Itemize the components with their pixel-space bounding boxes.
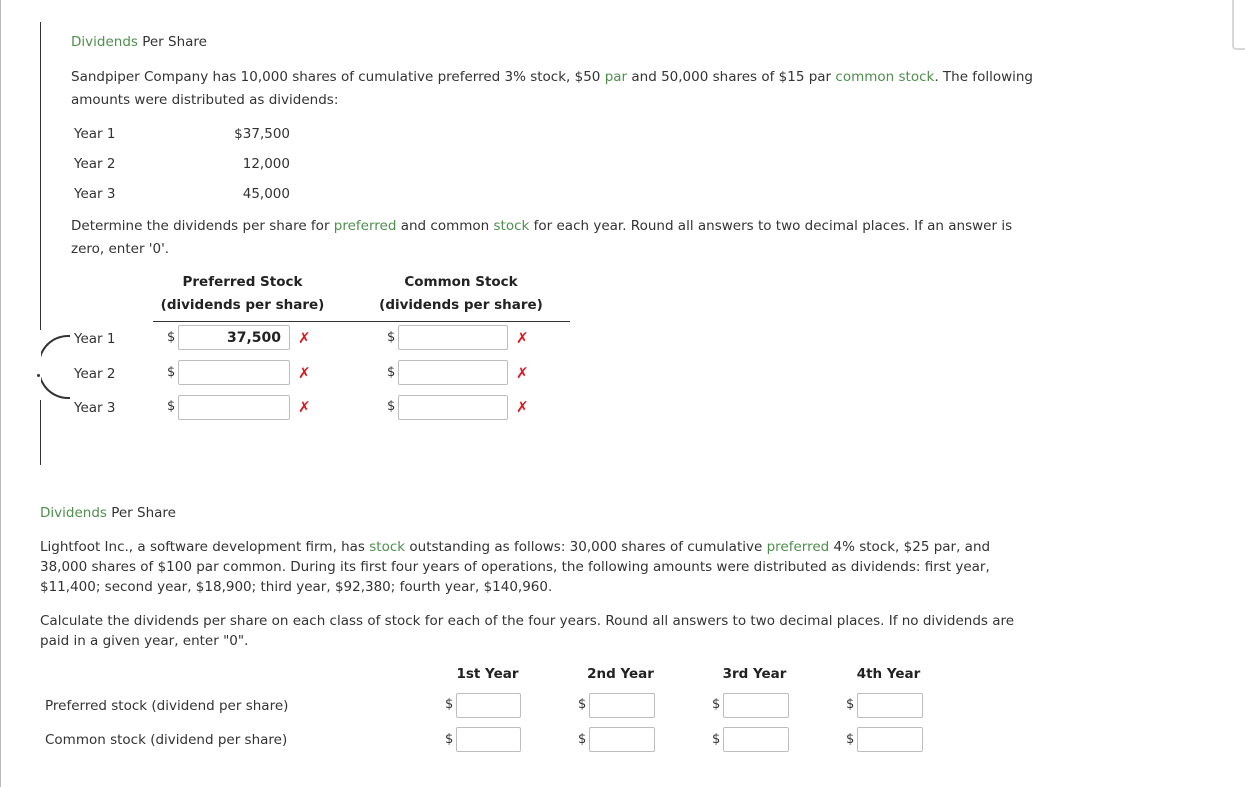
problem1-instructions: Determine the dividends per share for preferred and common stock for each year. Round all answers to two decimal places. If an answer is zero, enter '0'. [71,218,1013,257]
dollar-sign: $ [167,330,176,345]
year2-preferred-input[interactable] [178,360,290,385]
dist-amount: 12,000 [242,156,290,172]
common-year2-input[interactable] [589,727,655,752]
dollar-sign: $ [167,399,176,414]
dollar-sign: $ [578,732,587,747]
dollar-sign: $ [712,697,721,712]
column-header-year1: 1st Year [456,666,519,682]
preferred-year4-input[interactable] [857,693,923,718]
dollar-sign: $ [712,732,721,747]
stock-link[interactable]: stock [493,218,530,234]
dollar-sign: $ [445,697,454,712]
dollar-sign: $ [387,365,396,380]
dist-year-label: Year 1 [74,126,116,142]
problem2-title: Dividends Per Share [40,505,176,521]
common-row-label: Common stock (dividend per share) [45,732,288,748]
dist-amount: $37,500 [234,126,290,142]
preferred-year3-input[interactable] [723,693,789,718]
dividends-link[interactable]: Dividends [71,34,138,50]
dist-year-label: Year 3 [74,186,116,202]
problem1-title: Dividends Per Share [71,34,207,50]
row-label-year3: Year 3 [74,400,116,416]
incorrect-x-icon: ✗ [516,329,529,347]
problem2-intro: Lightfoot Inc., a software development firm, has stock outstanding as follows: 30,000 shares of cumulative preferred 4% stock, $25 par, and 38,000 shares of $100 par common. During its first four years of operations, the following amounts were distributed as dividends: first year, $11,400; second year, $18,900; third year, $92,380; fourth year, $140,960. [40,539,991,595]
dollar-sign: $ [846,697,855,712]
year3-preferred-input[interactable] [178,395,290,420]
row-label-year2: Year 2 [74,366,116,382]
bullet-dot-icon [37,374,40,377]
dollar-sign: $ [387,399,396,414]
preferred-link[interactable]: preferred [333,218,397,234]
dollar-sign: $ [445,732,454,747]
header-rule [153,321,570,322]
incorrect-x-icon: ✗ [516,364,529,382]
incorrect-x-icon: ✗ [298,329,311,347]
dollar-sign: $ [167,365,176,380]
incorrect-x-icon: ✗ [516,398,529,416]
dollar-sign: $ [578,697,587,712]
incorrect-x-icon: ✗ [298,398,311,416]
year1-preferred-input[interactable] [178,325,290,350]
preferred-year2-input[interactable] [589,693,655,718]
column-header-year2: 2nd Year [587,666,654,682]
column-header-year3: 3rd Year [722,666,787,682]
dollar-sign: $ [846,732,855,747]
window-left-edge [0,0,1,787]
dist-year-label: Year 2 [74,156,116,172]
row-label-year1: Year 1 [74,331,116,347]
year1-common-input[interactable] [398,325,508,350]
problem2-instructions: Calculate the dividends per share on each class of stock for each of the four years. Round all answers to two decimal places. If no dividends are paid in a given year, enter "0". [40,613,1015,649]
preferred-year1-input[interactable] [456,693,521,718]
column-header-year4: 4th Year [856,666,921,682]
collapse-bracket-icon[interactable] [38,335,70,399]
common-stock-link[interactable]: common stock [835,69,935,85]
year3-common-input[interactable] [398,395,508,420]
preferred-column-header: Preferred Stock (dividends per share) [160,274,325,313]
stock-link[interactable]: stock [369,539,406,555]
common-year4-input[interactable] [857,727,923,752]
preferred-row-label: Preferred stock (dividend per share) [45,698,289,714]
common-column-header: Common Stock (dividends per share) [379,274,543,313]
dividends-link[interactable]: Dividends [40,505,107,521]
incorrect-x-icon: ✗ [298,364,311,382]
dollar-sign: $ [387,330,396,345]
common-year3-input[interactable] [723,727,789,752]
scroll-corner [1232,0,1245,50]
problem1-intro: Sandpiper Company has 10,000 shares of cumulative preferred 3% stock, $50 par and 50,000 shares of $15 par common stock. The following amounts were distributed as dividends: [71,69,1034,108]
year2-common-input[interactable] [398,360,508,385]
dist-amount: 45,000 [242,186,290,202]
preferred-link[interactable]: preferred [766,539,830,555]
common-year1-input[interactable] [456,727,521,752]
par-link[interactable]: par [604,69,628,85]
